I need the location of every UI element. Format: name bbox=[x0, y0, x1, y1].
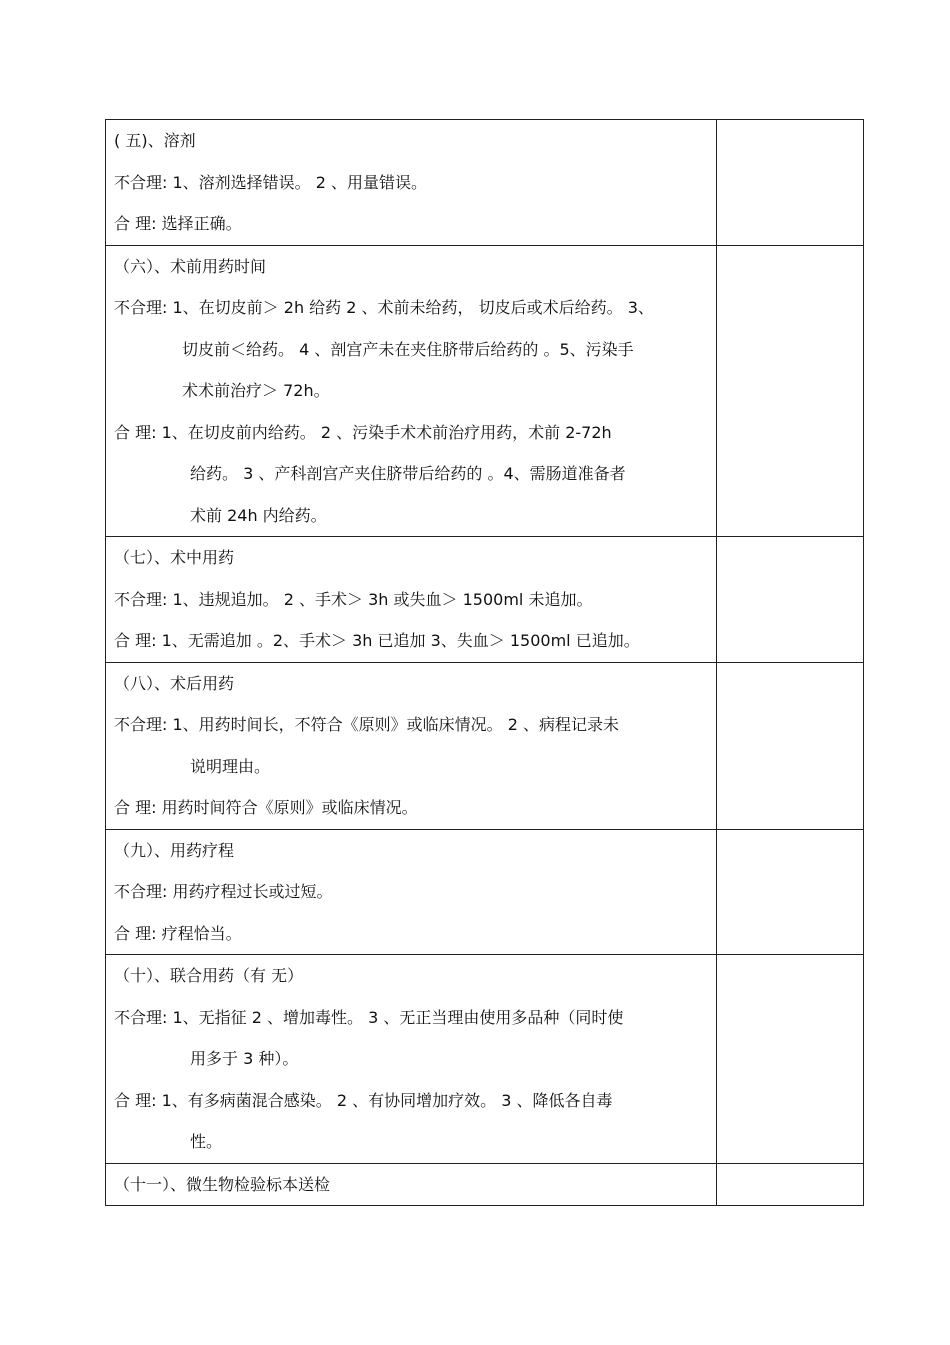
criteria-label: 合 理: bbox=[114, 422, 157, 442]
criteria-cell bbox=[106, 829, 717, 955]
table-row bbox=[106, 245, 864, 537]
score-cell[interactable] bbox=[716, 829, 863, 955]
criteria-cell bbox=[106, 662, 717, 829]
criteria-text: 1、无指征 2 、增加毒性。 3 、无正当理由使用多品种（同时使 bbox=[167, 1007, 624, 1027]
criteria-text: 1、违规追加。 2 、手术＞ 3h 或失血＞ 1500ml 未追加。 bbox=[167, 589, 593, 609]
criteria-line bbox=[114, 620, 716, 662]
table-row bbox=[106, 955, 864, 1164]
criteria-label: 不合理: bbox=[114, 298, 168, 317]
criteria-cell bbox=[106, 245, 717, 537]
criteria-label: 合 理: bbox=[114, 631, 157, 650]
criteria-label: 不合理: bbox=[114, 589, 168, 609]
criteria-line bbox=[114, 412, 716, 454]
score-cell[interactable] bbox=[716, 120, 863, 246]
table-row bbox=[106, 1163, 864, 1206]
criteria-continuation: 用多于 3 种）。 bbox=[190, 1049, 299, 1068]
criteria-continuation: 性。 bbox=[190, 1132, 223, 1151]
section-heading: （十）、联合用药（有 无） bbox=[114, 966, 304, 985]
criteria-text: 1、在切皮前＞ 2h 给药 2 、术前未给药， 切皮后或术后给药。 3、 bbox=[167, 298, 654, 317]
table-body bbox=[106, 120, 864, 1206]
criteria-line bbox=[114, 287, 716, 329]
criteria-cell bbox=[106, 537, 717, 663]
criteria-line bbox=[114, 997, 716, 1039]
criteria-text: 疗程恰当。 bbox=[156, 923, 242, 943]
section-heading: （六）、术前用药时间 bbox=[114, 256, 267, 276]
criteria-line bbox=[114, 1080, 716, 1122]
evaluation-table bbox=[105, 119, 864, 1206]
table-row bbox=[106, 537, 864, 663]
criteria-continuation: 给药。 3 、产科剖宫产夹住脐带后给药的 。4、需肠道准备者 bbox=[190, 464, 626, 483]
criteria-label: 合 理: bbox=[114, 798, 157, 817]
criteria-text: 选择正确。 bbox=[156, 214, 242, 233]
criteria-line bbox=[114, 162, 716, 204]
section-heading: （八）、术后用药 bbox=[114, 673, 235, 693]
section-heading: （七）、术中用药 bbox=[114, 548, 235, 567]
score-cell[interactable] bbox=[716, 662, 863, 829]
criteria-continuation: 术术前治疗＞ 72h。 bbox=[182, 381, 330, 400]
section-heading: （十一）、微生物检验标本送检 bbox=[114, 1174, 331, 1194]
section-heading: ( 五)、溶剂 bbox=[114, 131, 196, 150]
criteria-line bbox=[114, 704, 716, 746]
score-cell[interactable] bbox=[716, 955, 863, 1164]
criteria-line bbox=[114, 913, 716, 955]
criteria-label: 不合理: bbox=[114, 172, 168, 192]
criteria-continuation: 说明理由。 bbox=[190, 756, 271, 776]
score-cell[interactable] bbox=[716, 245, 863, 537]
criteria-cell bbox=[106, 1163, 717, 1206]
table-row bbox=[106, 120, 864, 246]
criteria-label: 合 理: bbox=[114, 923, 157, 943]
criteria-continuation: 切皮前＜给药。 4 、剖宫产未在夹住脐带后给药的 。5、污染手 bbox=[182, 339, 634, 359]
criteria-text: 用药时间符合《原则》或临床情况。 bbox=[156, 798, 418, 817]
criteria-text: 用药疗程过长或过短。 bbox=[167, 882, 333, 901]
criteria-label: 不合理: bbox=[114, 882, 168, 901]
criteria-line bbox=[114, 871, 716, 913]
table-row bbox=[106, 662, 864, 829]
criteria-label: 合 理: bbox=[114, 214, 157, 233]
criteria-line bbox=[114, 203, 716, 245]
criteria-text: 1、用药时间长，不符合《原则》或临床情况。 2 、病程记录未 bbox=[167, 715, 620, 734]
table-row bbox=[106, 829, 864, 955]
score-cell[interactable] bbox=[716, 1163, 863, 1206]
criteria-cell bbox=[106, 955, 717, 1164]
criteria-line bbox=[114, 579, 716, 621]
criteria-continuation: 术前 24h 内给药。 bbox=[190, 505, 327, 525]
criteria-text: 1、在切皮前内给药。 2 、污染手术术前治疗用药，术前 2-72h bbox=[156, 422, 612, 442]
criteria-text: 1、无需追加 。2、手术＞ 3h 已追加 3、失血＞ 1500ml 已追加。 bbox=[156, 631, 640, 650]
criteria-label: 不合理: bbox=[114, 1007, 168, 1027]
criteria-text: 1、有多病菌混合感染。 2 、有协同增加疗效。 3 、降低各自毒 bbox=[156, 1090, 613, 1110]
score-cell[interactable] bbox=[716, 537, 863, 663]
criteria-line bbox=[114, 787, 716, 829]
criteria-label: 合 理: bbox=[114, 1090, 157, 1110]
section-heading: （九）、用药疗程 bbox=[114, 840, 235, 860]
criteria-cell bbox=[106, 120, 717, 246]
criteria-label: 不合理: bbox=[114, 715, 168, 734]
criteria-text: 1、溶剂选择错误。 2 、用量错误。 bbox=[167, 172, 428, 192]
